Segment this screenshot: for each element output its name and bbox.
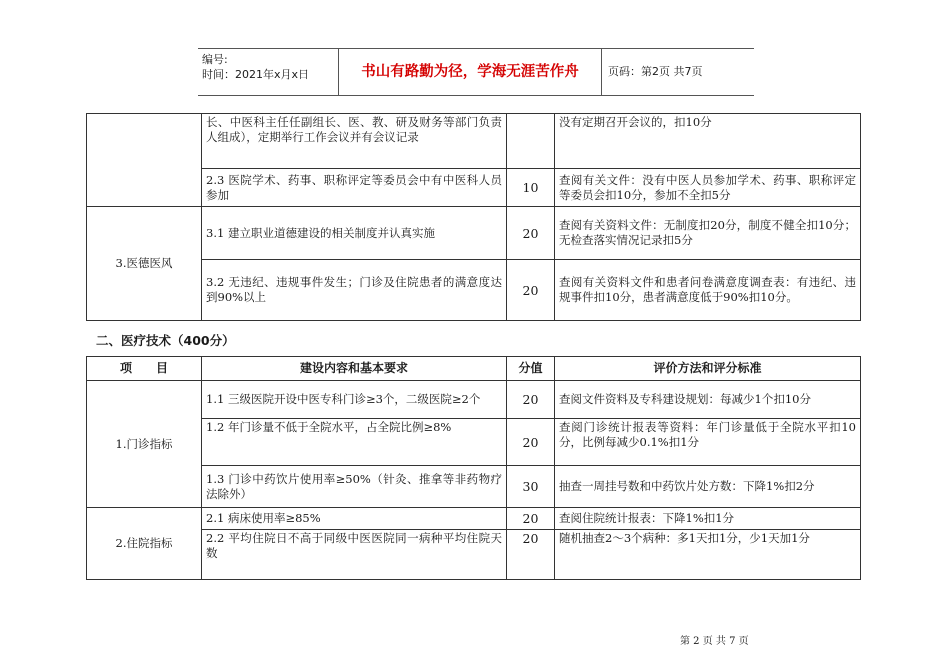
table-row [87, 169, 861, 207]
score-cell: 20 [507, 508, 555, 530]
evaluation-cell: 查阅有关资料文件：无制度扣20分，制度不健全扣10分；无检查落实情况记录扣5分 [555, 207, 861, 260]
requirement-cell: 2.2 平均住院日不高于同级中医医院同一病种平均住院天数 [202, 530, 507, 580]
requirement-cell: 1.1 三级医院开设中医专科门诊≥3个，二级医院≥2个 [202, 381, 507, 419]
category-cell: 2.住院指标 [87, 508, 202, 580]
evaluation-cell: 查阅住院统计报表：下降1%扣1分 [555, 508, 861, 530]
category-cell: 1.门诊指标 [87, 381, 202, 508]
requirement-cell: 2.1 病床使用率≥85% [202, 508, 507, 530]
evaluation-cell: 随机抽查2～3个病种：多1天扣1分，少1天加1分 [555, 530, 861, 580]
table-continued [86, 113, 861, 321]
score-cell: 10 [507, 169, 555, 207]
table-medical-tech [86, 356, 861, 580]
table-row [87, 260, 861, 321]
evaluation-cell: 查阅有关资料文件和患者问卷满意度调查表：有违纪、违规事件扣10分，患者满意度低于90%扣10分。 [555, 260, 861, 321]
header-page-label: 页码：第2页 共7页 [608, 65, 703, 78]
table-row [87, 419, 861, 466]
score-cell: 20 [507, 530, 555, 580]
table-row [87, 381, 861, 419]
evaluation-cell: 查阅门诊统计报表等资料：年门诊量低于全院水平扣10分，比例每减少0.1%扣1分 [555, 419, 861, 466]
header-meta [198, 49, 338, 95]
table-row [87, 114, 861, 169]
evaluation-cell: 查阅有关文件：没有中医人员参加学术、药事、职称评定等委员会扣10分，参加不全扣5分 [555, 169, 861, 207]
time-label: 时间：2021年x月x日 [202, 68, 310, 81]
score-cell: 20 [507, 381, 555, 419]
score-cell: 20 [507, 419, 555, 466]
number-label: 编号: [202, 53, 228, 66]
requirement-cell: 1.3 门诊中药饮片使用率≥50%（针灸、推拿等非药物疗法除外） [202, 466, 507, 508]
requirement-cell: 2.3 医院学术、药事、职称评定等委员会中有中医科人员参加 [202, 169, 507, 207]
header-score: 分值 [507, 357, 555, 381]
section-title: 二、医疗技术（400分） [96, 333, 235, 348]
score-cell: 20 [507, 260, 555, 321]
page-header [198, 48, 754, 96]
header-item: 项 目 [87, 357, 202, 381]
category-cell-empty [87, 114, 202, 207]
evaluation-cell: 没有定期召开会议的，扣10分 [555, 114, 861, 169]
score-cell: 30 [507, 466, 555, 508]
table-row [87, 466, 861, 508]
requirement-cell: 3.2 无违纪、违规事件发生；门诊及住院患者的满意度达到90%以上 [202, 260, 507, 321]
category-cell: 3.医德医风 [87, 207, 202, 321]
requirement-cell: 1.2 年门诊量不低于全院水平，占全院比例≥8% [202, 419, 507, 466]
header-motto: 书山有路勤为径，学海无涯苦作舟 [338, 49, 602, 95]
table-row [87, 530, 861, 580]
table-row [87, 207, 861, 260]
page-footer: 第 2 页 共 7 页 [680, 636, 749, 647]
evaluation-cell: 抽查一周挂号数和中药饮片处方数：下降1%扣2分 [555, 466, 861, 508]
table-row [87, 508, 861, 530]
requirement-cell: 长、中医科主任任副组长、医、教、研及财务等部门负责人组成），定期举行工作会议并有会议记录 [202, 114, 507, 169]
table-header-row [87, 357, 861, 381]
requirement-cell: 3.1 建立职业道德建设的相关制度并认真实施 [202, 207, 507, 260]
score-cell [507, 114, 555, 169]
header-evaluation: 评价方法和评分标准 [555, 357, 861, 381]
score-cell: 20 [507, 207, 555, 260]
header-requirement: 建设内容和基本要求 [202, 357, 507, 381]
evaluation-cell: 查阅文件资料及专科建设规划：每减少1个扣10分 [555, 381, 861, 419]
